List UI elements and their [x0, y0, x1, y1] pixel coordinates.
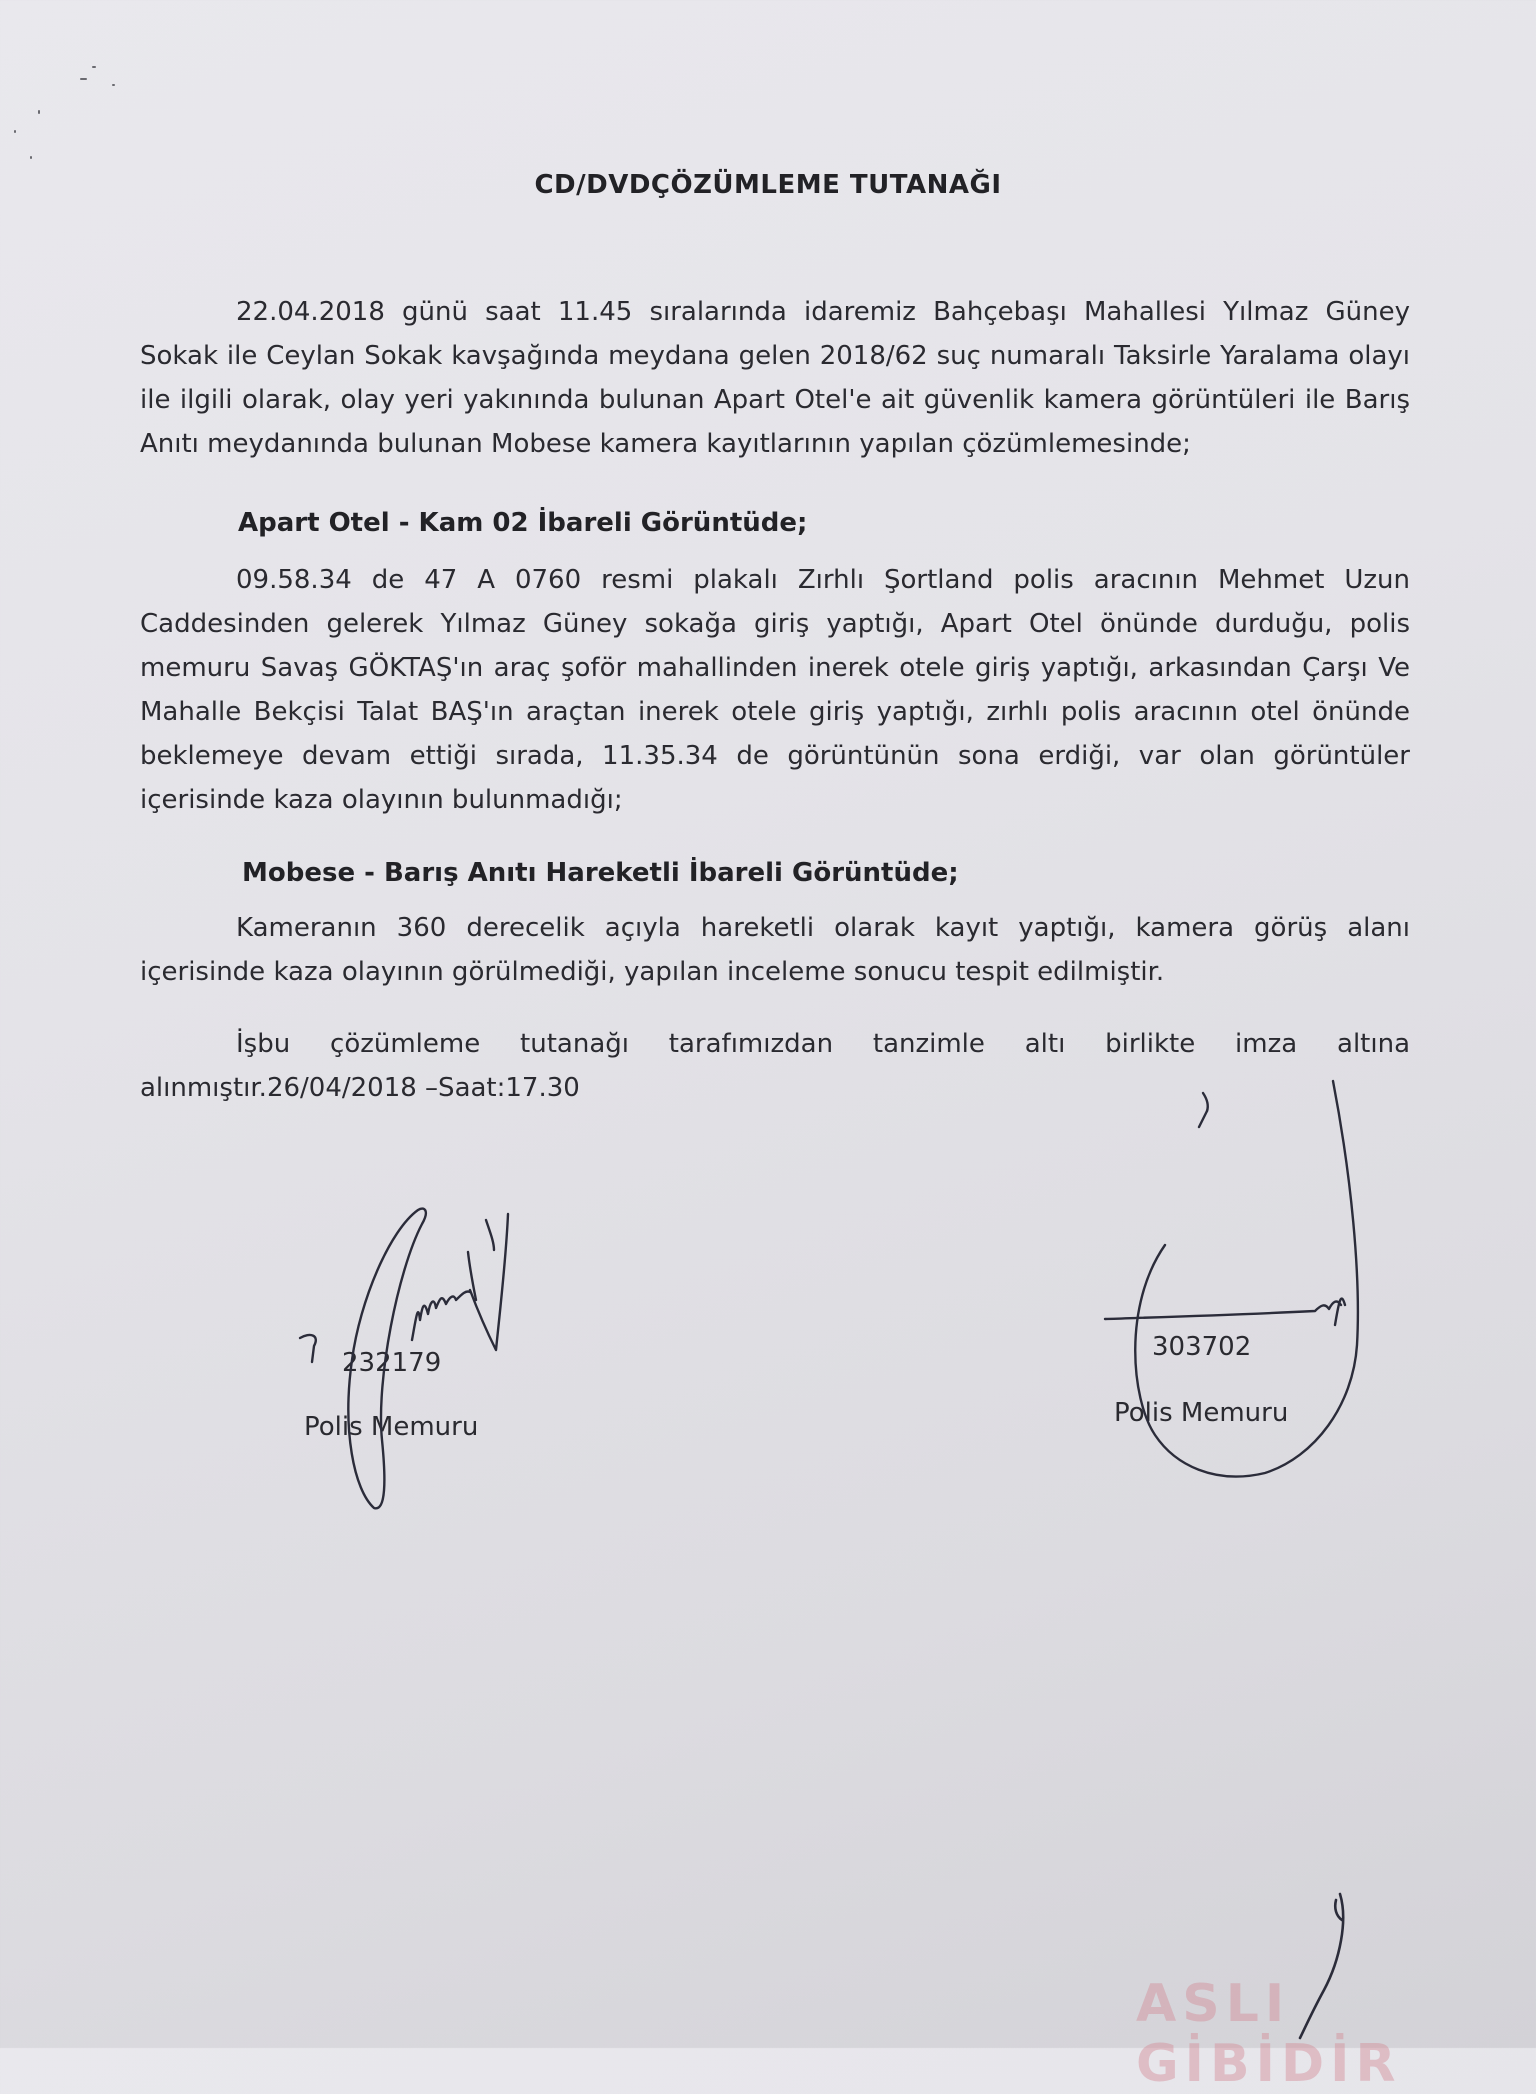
speck	[14, 130, 16, 133]
signatory-1-role: Polis Memuru	[304, 1412, 479, 1442]
signatory-2-number: 303702	[1152, 1332, 1252, 1362]
speck	[92, 66, 96, 68]
stamp-text: ASLI GİBİDİR	[1136, 1974, 1402, 2094]
speck	[38, 110, 40, 114]
intro-paragraph: 22.04.2018 günü saat 11.45 sıralarında idaremiz Bahçebaşı Mahallesi Yılmaz Güney Sokak ile Ceylan Sokak kavşağında meydana gelen 2018/62 suç numaralı Taksirle Yaralama olayı ile ilgili olarak, olay yeri yakınında bulunan Apart Otel'e ait güvenlik kamera görüntüleri ile Barış Anıtı meydanında bulunan Mobese kamera kayıtlarının yapılan çözümlemesinde;	[140, 297, 1410, 459]
certified-copy-stamp	[1120, 1950, 1450, 2094]
closing-paragraph: İşbu çözümleme tutanağı tarafımızdan tanzimle altı birlikte imza altına alınmıştır.26/04/2018 –Saat:17.30	[140, 1029, 1410, 1103]
section-heading-mobese: Mobese - Barış Anıtı Hareketli İbareli Görüntüde;	[242, 858, 959, 888]
signatory-1-number: 232179	[342, 1348, 442, 1378]
speck	[30, 156, 32, 159]
mobese-paragraph: Kameranın 360 derecelik açıyla hareketli olarak kayıt yaptığı, kamera görüş alanı içerisinde kaza olayının görülmediği, yapılan inceleme sonucu tespit edilmiştir.	[140, 913, 1410, 987]
speck	[112, 84, 115, 86]
speck	[80, 78, 87, 80]
document-title: CD/DVDÇÖZÜMLEME TUTANAĞI	[534, 170, 1002, 200]
section-heading-apart-otel: Apart Otel - Kam 02 İbareli Görüntüde;	[238, 508, 808, 538]
apart-otel-paragraph: 09.58.34 de 47 A 0760 resmi plakalı Zırhlı Şortland polis aracının Mehmet Uzun Caddesinden gelerek Yılmaz Güney sokağa giriş yaptığı, Apart Otel önünde durduğu, polis memuru Savaş GÖKTAŞ'ın araç şoför mahallinden inerek otele giriş yaptığı, arkasından Çarşı Ve Mahalle Bekçisi Talat BAŞ'ın araçtan inerek otele giriş yaptığı, zırhlı polis aracının otel önünde beklemeye devam ettiği sırada, 11.35.34 de görüntünün sona erdiği, var olan görüntüler içerisinde kaza olayının bulunmadığı;	[140, 565, 1410, 815]
signatory-2-role: Polis Memuru	[1114, 1398, 1289, 1428]
